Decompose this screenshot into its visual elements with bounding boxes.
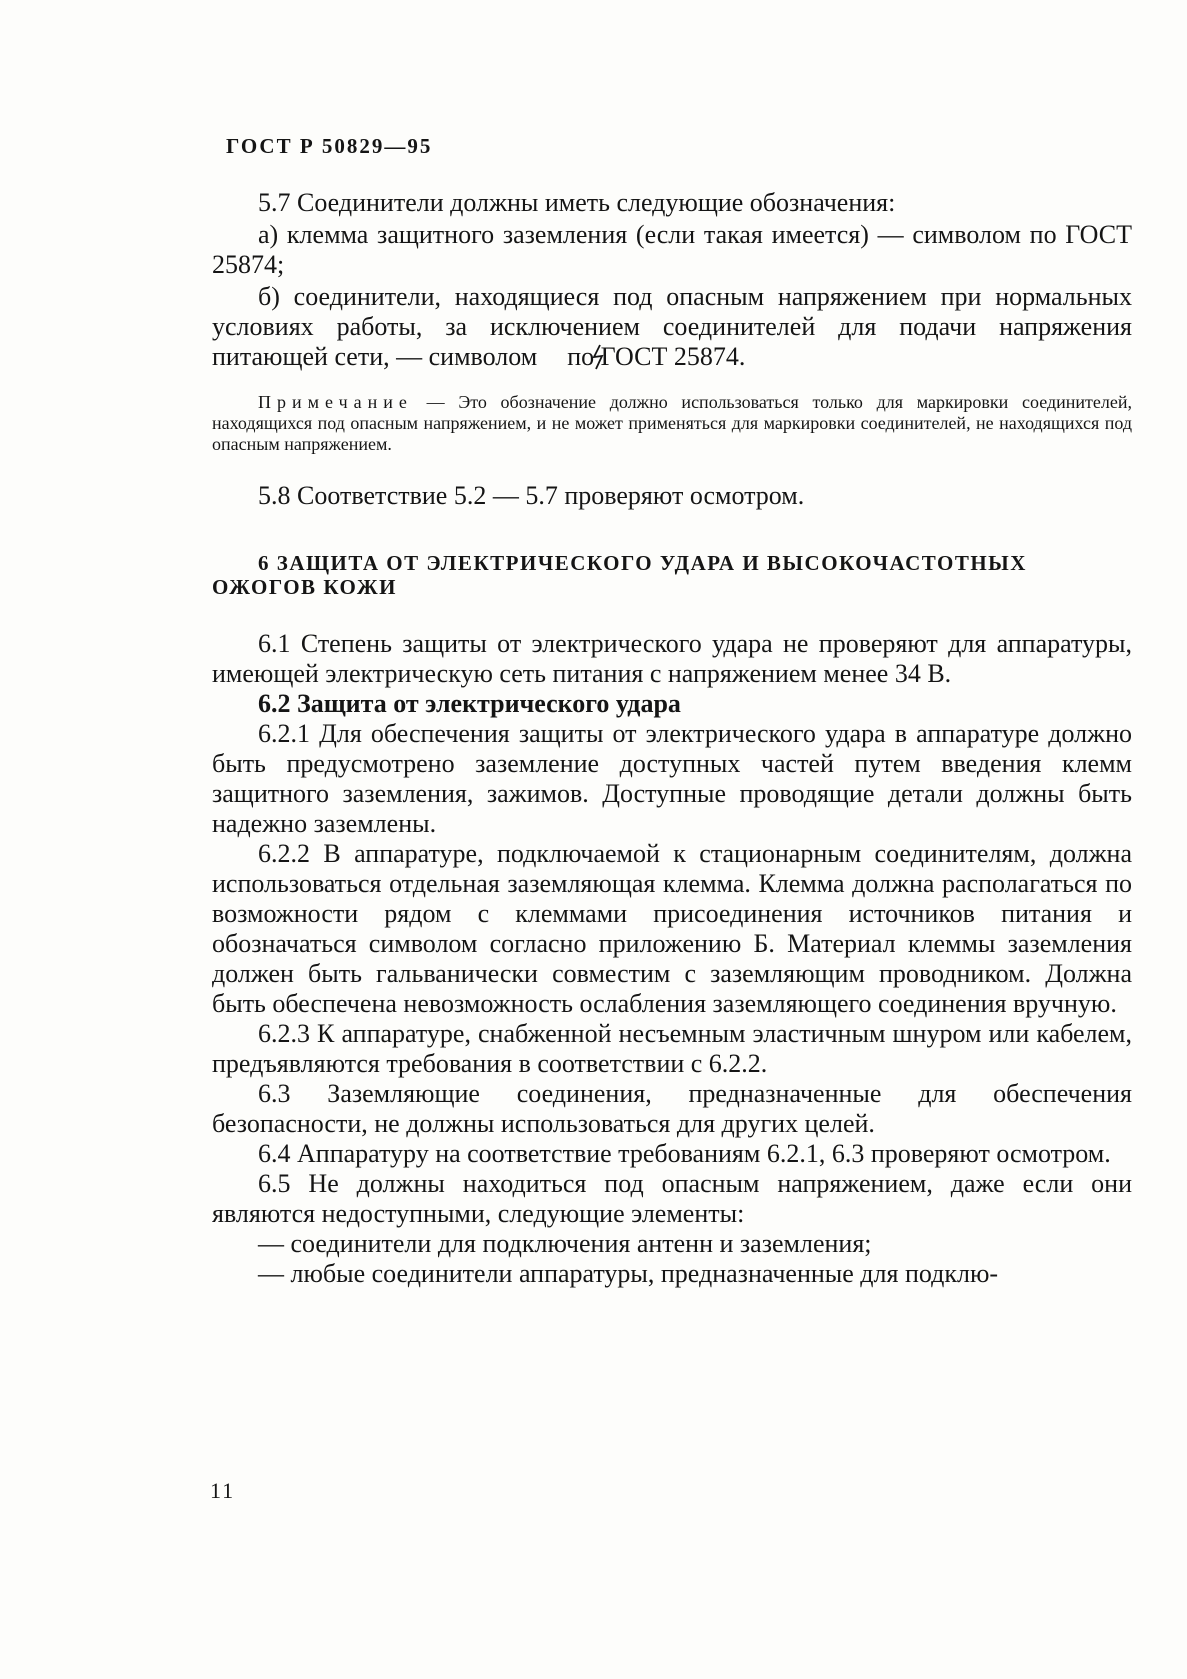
section-6-heading: 6 ЗАЩИТА ОТ ЭЛЕКТРИЧЕСКОГО УДАРА И ВЫСОКОЧАСТОТНЫХ ОЖОГОВ КОЖИ bbox=[212, 551, 1027, 599]
paragraph-5-7-b-text: б) соединители, находящиеся под опасным напряжением при нормальных условиях работы, за исключением соединителей для подачи напряжения питающей сети, — символом bbox=[212, 282, 1132, 371]
document-number: ГОСТ Р 50829—95 bbox=[226, 134, 433, 158]
paragraph-5-7-a: а) клемма защитного заземления (если такая имеется) — символом по ГОСТ 25874; bbox=[212, 220, 1132, 279]
note bbox=[212, 392, 1132, 455]
document-body bbox=[212, 188, 1132, 1289]
note-label: Примечание bbox=[258, 392, 413, 412]
paragraph-5-7: 5.7 Соединители должны иметь следующие обозначения: bbox=[258, 188, 896, 217]
lightning-symbol-icon bbox=[543, 344, 561, 370]
paragraph-5-7-b-ref: по ГОСТ 25874. bbox=[567, 342, 746, 371]
page-number: 11 bbox=[210, 1478, 236, 1503]
paragraph-6-2-2: 6.2.2 В аппаратуре, подключаемой к стационарным соединителям, должна использоваться отдельная заземляющая клемма. Клемма должна располагаться по возможности рядом с клеммами присоединения источников питания и обозначаться символом согласно приложению Б. Материал клеммы заземления должен быть гальванически совместим с заземляющим проводником. Должна быть обеспечена невозможность ослабления заземляющего соединения вручную. bbox=[212, 839, 1132, 1018]
paragraph-6-4: 6.4 Аппаратуру на соответствие требованиям 6.2.1, 6.3 проверяют осмотром. bbox=[258, 1139, 1111, 1168]
paragraph-6-5: 6.5 Не должны находиться под опасным напряжением, даже если они являются недоступными, следующие элементы: bbox=[212, 1169, 1132, 1228]
paragraph-6-2-title: 6.2 Защита от электрического удара bbox=[258, 689, 681, 718]
paragraph-6-1: 6.1 Степень защиты от электрического удара не проверяют для аппаратуры, имеющей электрическую сеть питания с напряжением менее 34 В. bbox=[212, 629, 1132, 688]
paragraph-5-8: 5.8 Соответствие 5.2 — 5.7 проверяют осмотром. bbox=[258, 481, 805, 510]
paragraph-6-3: 6.3 Заземляющие соединения, предназначенные для обеспечения безопасности, не должны использоваться для других целей. bbox=[212, 1079, 1132, 1138]
list-item: — любые соединители аппаратуры, предназначенные для подклю- bbox=[258, 1259, 999, 1288]
paragraph-6-2-1: 6.2.1 Для обеспечения защиты от электрического удара в аппаратуре должно быть предусмотрено заземление доступных частей путем введения клемм защитного заземления, зажимов. Доступные проводящие детали должны быть надежно заземлены. bbox=[212, 719, 1132, 838]
list-item: — соединители для подключения антенн и заземления; bbox=[258, 1229, 872, 1258]
paragraph-6-2-3: 6.2.3 К аппаратуре, снабженной несъемным эластичным шнуром или кабелем, предъявляются требования в соответствии с 6.2.2. bbox=[212, 1019, 1132, 1078]
paragraph-5-7-b bbox=[212, 282, 1132, 372]
note-text: — Это обозначение должно использоваться только для маркировки соединителей, находящихся под опасным напряжением, и не может применяться для маркировки соединителей, не находящихся под опасным напряжением. bbox=[212, 392, 1132, 454]
